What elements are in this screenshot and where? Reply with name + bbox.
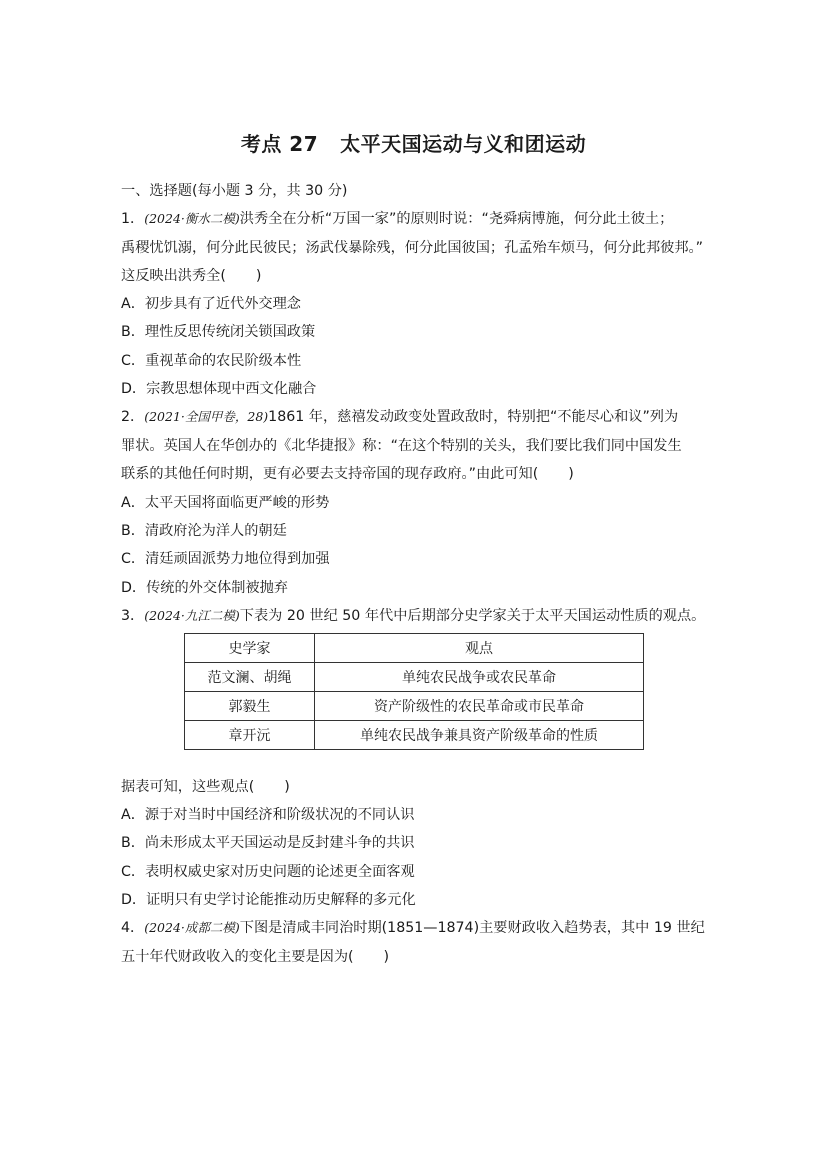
question-3-source: (2024·九江二模) [144,608,240,623]
table-row [185,663,644,692]
question-2-option-c: C．清廷顽固派势力地位得到加强 [121,551,330,567]
section-heading: 一、选择题(每小题 3 分，共 30 分) [121,183,348,199]
title-code: 考点 27 [240,132,319,156]
table-cell: 资产阶级性的农民革命或市民革命 [315,692,644,721]
question-2-option-d: D．传统的外交体制被抛弃 [121,580,288,596]
question-3-line-1: 3．(2024·九江二模)下表为 20 世纪 50 年代中后期部分史学家关于太平天国运动性质的观点。 [121,608,706,624]
question-1-line-2: 禹稷忧饥溺，何分此民彼民；汤武伐暴除残，何分此国彼国；孔孟殆车烦马，何分此邦彼邦。” [121,240,703,256]
question-1-option-b: B．理性反思传统闭关锁国政策 [121,324,316,340]
table-cell: 郭毅生 [185,692,315,721]
table-cell: 范文澜、胡绳 [185,663,315,692]
table-cell: 单纯农民战争或农民革命 [315,663,644,692]
question-1-line-3: 这反映出洪秀全( ) [121,268,262,284]
question-1-source: (2024·衡水二模) [144,211,240,226]
question-3-option-b: B．尚未形成太平天国运动是反封建斗争的共识 [121,835,415,851]
table-cell: 单纯农民战争兼具资产阶级革命的性质 [315,721,644,750]
question-1-option-c: C．重视革命的农民阶级本性 [121,353,302,369]
question-2-line-2: 罪状。英国人在华创办的《北华捷报》称：“在这个特别的关头，我们要比我们同中国发生 [121,438,682,454]
question-4-line-1: 4．(2024·成都二模)下图是清咸丰同治时期(1851—1874)主要财政收入趋势表，其中 19 世纪 [121,920,705,936]
table-cell: 章开沅 [185,721,315,750]
question-4-source: (2024·成都二模) [144,920,240,935]
question-2-option-b: B．清政府沦为洋人的朝廷 [121,523,287,539]
question-1-line-1: 1．(2024·衡水二模)洪秀全在分析“万国一家”的原则时说：“尧舜病博施，何分此土彼土； [121,211,674,227]
title-name: 太平天国运动与义和团运动 [340,132,587,156]
question-2-line-1: 2．(2021·全国甲卷，28)1861 年，慈禧发动政变处置政敌时，特别把“不能尽心和议”列为 [121,409,679,425]
question-1-option-a: A．初步具有了近代外交理念 [121,296,301,312]
table-row [185,692,644,721]
question-3-option-a: A．源于对当时中国经济和阶级状况的不同认识 [121,807,415,823]
question-2-source: (2021·全国甲卷，28) [144,409,269,424]
table-row [185,721,644,750]
question-3-option-c: C．表明权威史家对历史问题的论述更全面客观 [121,864,415,880]
table-header-cell: 史学家 [185,634,315,663]
question-3-option-d: D．证明只有史学讨论能推动历史解释的多元化 [121,892,416,908]
question-1-option-d: D．宗教思想体现中西文化融合 [121,381,317,397]
table-header-cell: 观点 [315,634,644,663]
page-title [0,128,827,157]
question-4-line-2: 五十年代财政收入的变化主要是因为( ) [121,949,390,965]
historians-table [184,633,644,750]
table-header-row [185,634,644,663]
question-3-stem: 据表可知，这些观点( ) [121,779,290,795]
question-2-line-3: 联系的其他任何时期，更有必要去支持帝国的现存政府。”由此可知( ) [121,466,574,482]
question-2-option-a: A．太平天国将面临更严峻的形势 [121,495,330,511]
